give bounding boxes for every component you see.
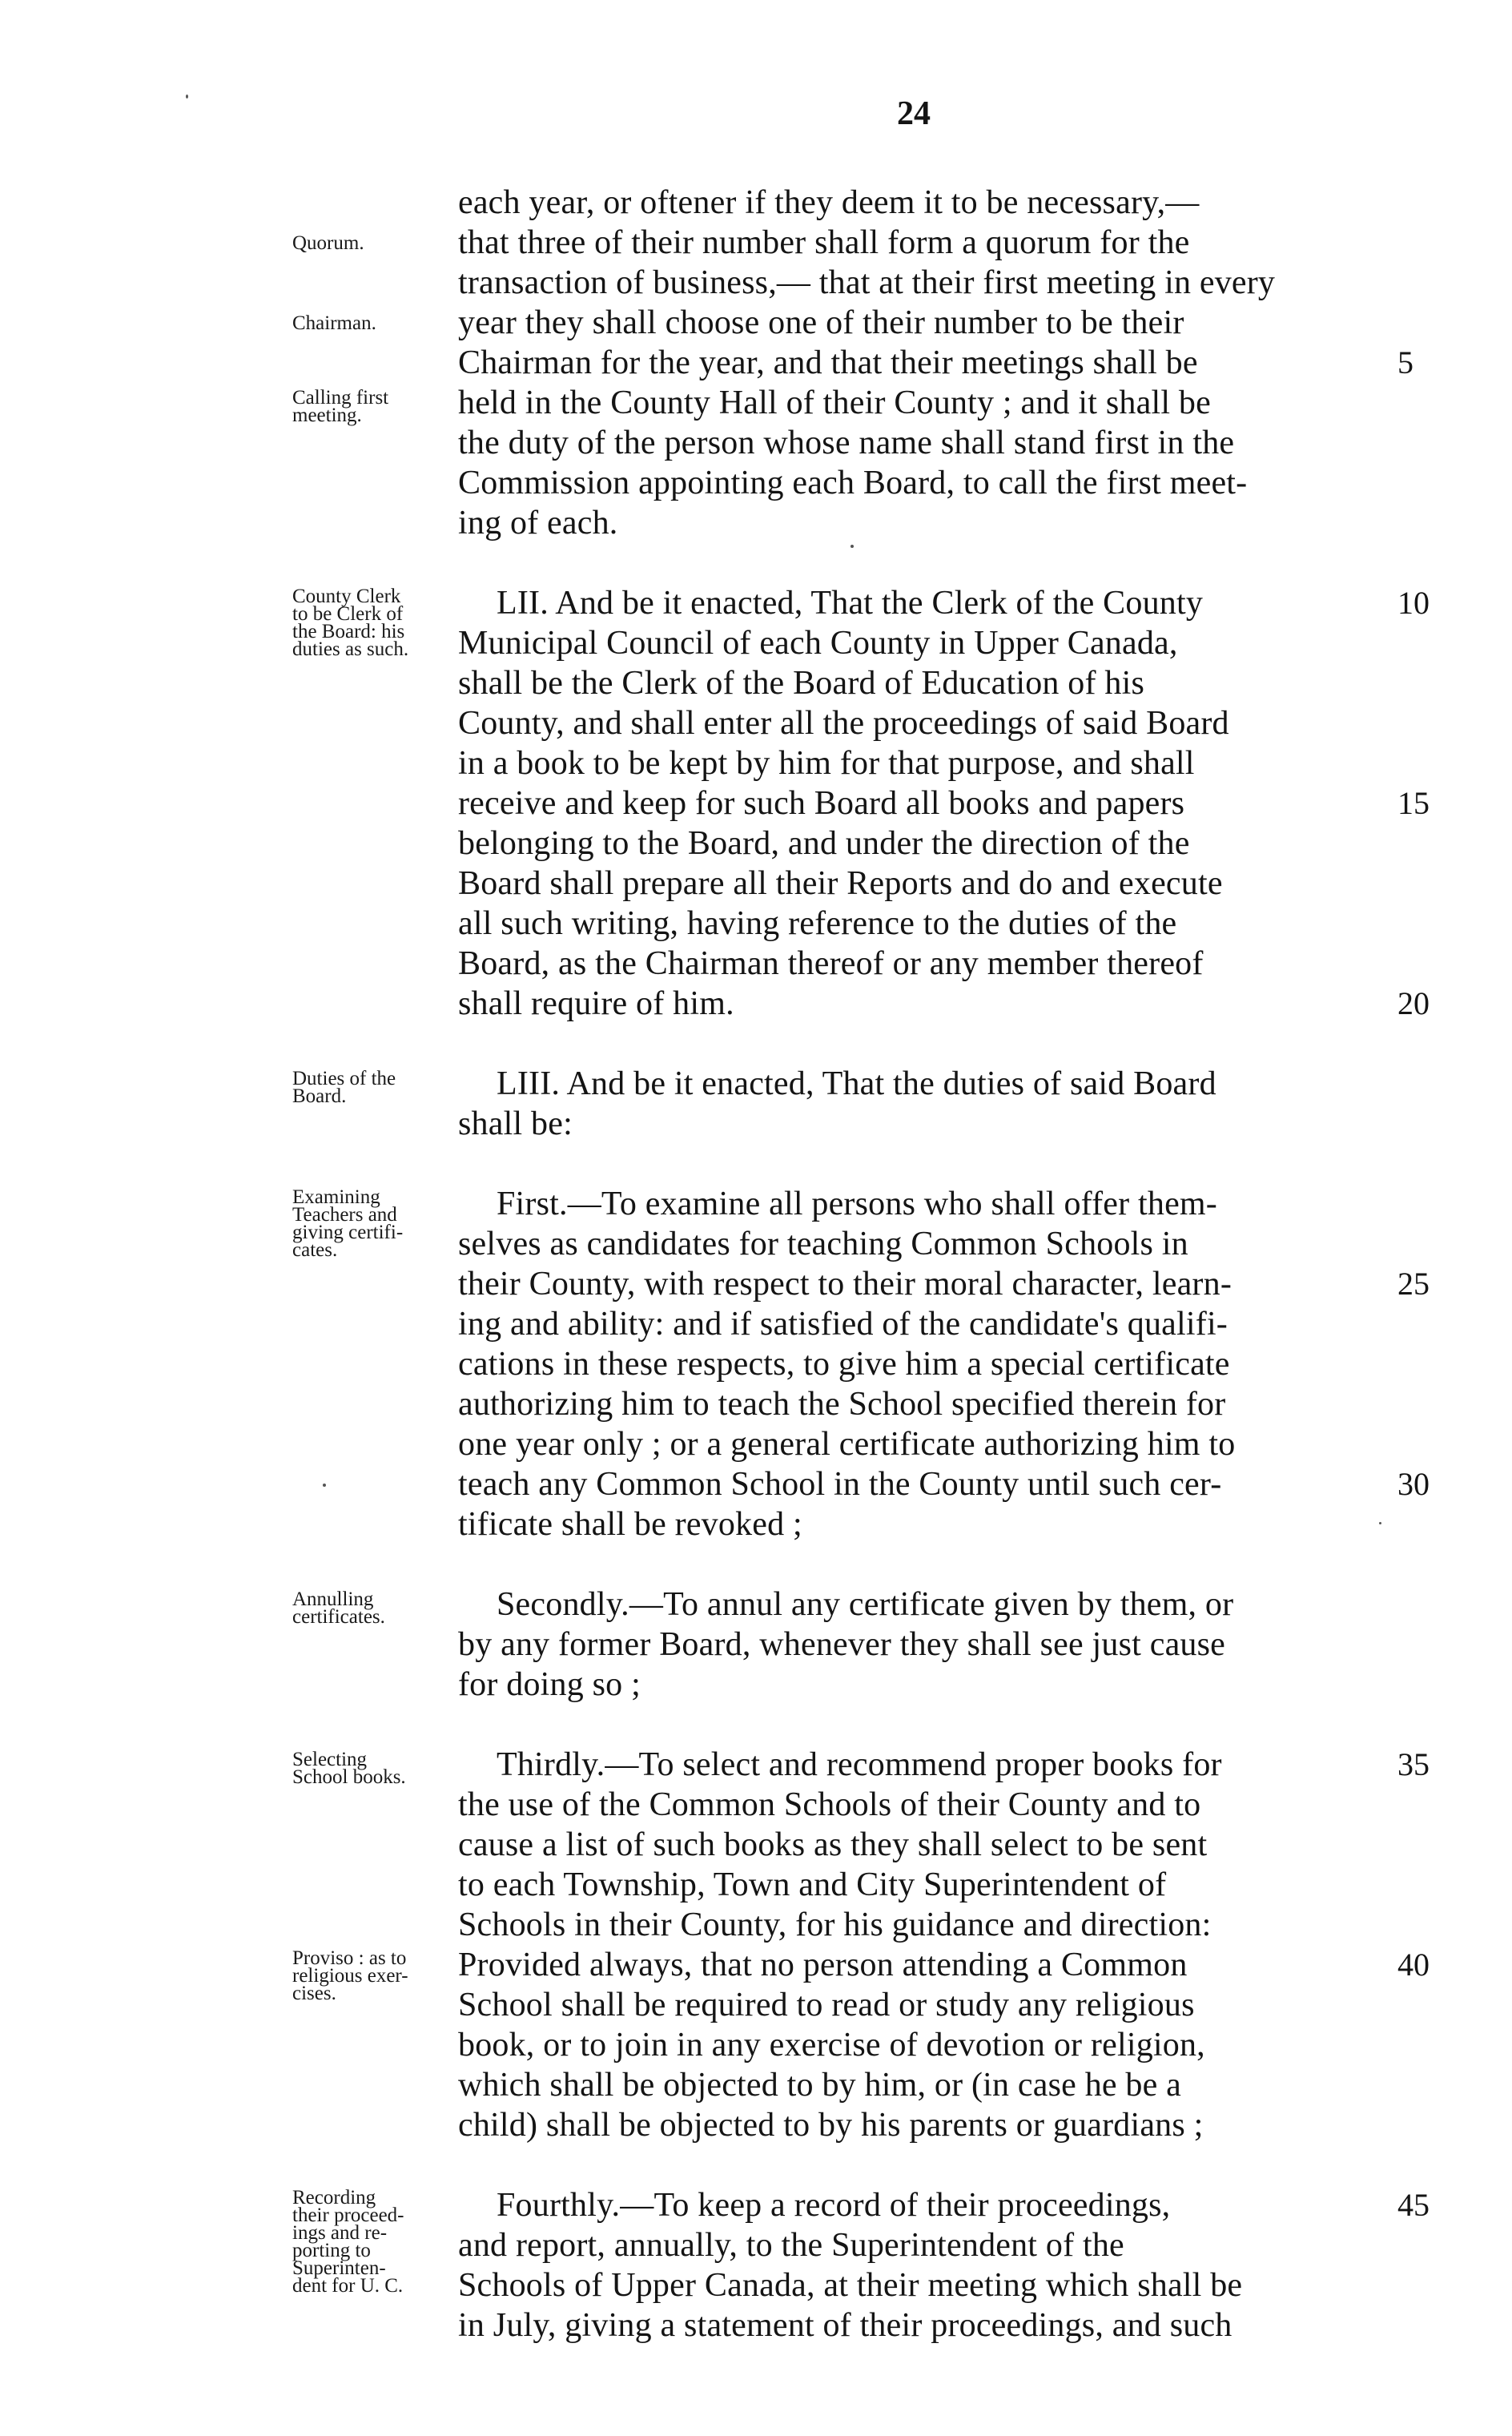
text-line: in July, giving a statement of their proceedings, and such [458,2307,1233,2344]
print-speck [186,95,188,99]
margin-note-line: Proviso : as to [292,1947,407,1969]
margin-note-line: porting to [292,2240,371,2261]
text-line: by any former Board, whenever they shall see just cause [458,1626,1226,1663]
text-line: shall require of him. [458,985,734,1022]
margin-note-line: Recording [292,2187,376,2209]
margin-note-line: County Clerk [292,586,401,607]
text-line: cause a list of such books as they shall select to be sent [458,1826,1208,1863]
text-line: held in the County Hall of their County ; and it shall be [458,385,1211,421]
margin-note-line: meeting. [292,405,362,426]
margin-note-line: Annulling [292,1588,374,1610]
text-line: Secondly.—To annul any certificate given by them, or [497,1586,1234,1623]
page-number: 24 [897,95,931,132]
text-line: authorizing him to teach the School specified therein for [458,1386,1226,1423]
print-speck [323,1484,326,1487]
margin-note-line: dent for U. C. [292,2275,404,2297]
text-line: year they shall choose one of their number to be their [458,304,1184,341]
margin-note-line: Examining [292,1186,380,1208]
line-number: 40 [1397,1947,1430,1983]
text-line: book, or to join in any exercise of devotion or religion, [458,2027,1205,2064]
text-line: one year only ; or a general certificate authorizing him to [458,1426,1236,1463]
margin-note-line: giving certifi- [292,1222,404,1243]
print-speck [1379,1522,1381,1524]
margin-note-duties-of-board [292,1070,396,1105]
text-line: ing and ability: and if satisfied of the candidate's qualifi- [458,1306,1228,1343]
margin-note-selecting-school-books [292,1751,406,1786]
text-line: County, and shall enter all the proceedings of said Board [458,705,1229,742]
line-number: 10 [1397,585,1430,621]
margin-note-line: the Board: his [292,621,405,642]
margin-note-line: cises. [292,1983,336,2004]
margin-note-recording-proceedings [292,2189,404,2295]
margin-note-line: cates. [292,1239,338,1261]
margin-note-examining-teachers [292,1186,404,1261]
text-line: cations in these respects, to give him a special certificate [458,1346,1230,1383]
margin-note-chairman [292,312,376,334]
margin-note-line: Board. [292,1085,347,1107]
text-line: all such writing, having reference to the duties of the [458,905,1177,942]
margin-note-line: Selecting [292,1749,368,1770]
margin-note-line: Quorum. [292,232,364,254]
text-line: which shall be objected to by him, or (in case he be a [458,2067,1182,2104]
text-line: Board shall prepare all their Reports and do and execute [458,865,1223,902]
text-line: Schools of Upper Canada, at their meeting which shall be [458,2267,1243,2304]
margin-note-line: their proceed- [292,2204,404,2226]
text-line: Thirdly.—To select and recommend proper books for [497,1746,1222,1783]
margin-note-line: Calling first [292,387,389,409]
text-line: belonging to the Board, and under the direction of the [458,825,1190,862]
text-line: child) shall be objected to by his parents or guardians ; [458,2107,1204,2144]
text-line: the use of the Common Schools of their County and to [458,1786,1201,1823]
text-line: Schools in their County, for his guidance and direction: [458,1907,1212,1943]
text-line: transaction of business,— that at their first meeting in every [458,264,1276,301]
text-line: to each Township, Town and City Superintendent of [458,1866,1167,1903]
text-line: ing of each. [458,505,618,542]
margin-note-line: Duties of the [292,1068,396,1089]
margin-note-line: ings and re- [292,2222,388,2244]
line-number: 30 [1397,1466,1430,1502]
line-number: 45 [1397,2187,1430,2223]
text-line: Chairman for the year, and that their meetings shall be [458,344,1198,381]
margin-note-county-clerk [292,588,408,658]
line-number: 25 [1397,1266,1430,1302]
text-line: selves as candidates for teaching Common Schools in [458,1226,1188,1262]
text-line: Municipal Council of each County in Upper Canada, [458,625,1178,662]
text-line: Board, as the Chairman thereof or any member thereof [458,945,1204,982]
text-line: shall be: [458,1105,573,1142]
text-line: teach any Common School in the County until such cer- [458,1466,1222,1503]
text-line: that three of their number shall form a quorum for the [458,224,1190,261]
text-line: in a book to be kept by him for that purpose, and shall [458,745,1195,782]
text-line: receive and keep for such Board all books and papers [458,785,1185,822]
text-line: and report, annually, to the Superintendent of the [458,2227,1124,2264]
text-line: their County, with respect to their moral character, learn- [458,1266,1233,1303]
text-line: for doing so ; [458,1666,641,1703]
line-number: 20 [1397,985,1430,1021]
text-line: Fourthly.—To keep a record of their proceedings, [497,2187,1171,2224]
text-line: Commission appointing each Board, to call the first meet- [458,465,1248,501]
text-line: tificate shall be revoked ; [458,1506,802,1543]
margin-note-quorum [292,232,364,254]
line-number: 15 [1397,785,1430,821]
text-line: shall be the Clerk of the Board of Education of his [458,665,1144,702]
margin-note-line: School books. [292,1766,406,1788]
margin-note-calling-first-meeting [292,389,388,425]
line-number: 5 [1397,344,1413,380]
text-line: Provided always, that no person attending a Common [458,1947,1188,1983]
print-speck [850,545,854,548]
margin-note-line: religious exer- [292,1965,408,1987]
text-line: each year, or oftener if they deem it to be necessary,— [458,184,1200,221]
margin-note-proviso-religious [292,1947,408,2004]
margin-note-line: duties as such. [292,638,409,660]
margin-note-line: Teachers and [292,1204,397,1226]
margin-note-line: to be Clerk of [292,603,404,625]
text-line: School shall be required to read or study any religious [458,1987,1195,2023]
text-line: the duty of the person whose name shall stand first in the [458,425,1235,461]
margin-note-line: Superinten- [292,2257,386,2279]
text-line: LII. And be it enacted, That the Clerk of the County [497,585,1204,622]
margin-note-line: certificates. [292,1606,385,1628]
text-line: LIII. And be it enacted, That the duties of said Board [497,1065,1216,1102]
line-number: 35 [1397,1746,1430,1782]
margin-note-annulling-certificates [292,1588,385,1628]
margin-note-line: Chairman. [292,312,376,334]
text-line: First.—To examine all persons who shall offer them- [497,1186,1217,1222]
